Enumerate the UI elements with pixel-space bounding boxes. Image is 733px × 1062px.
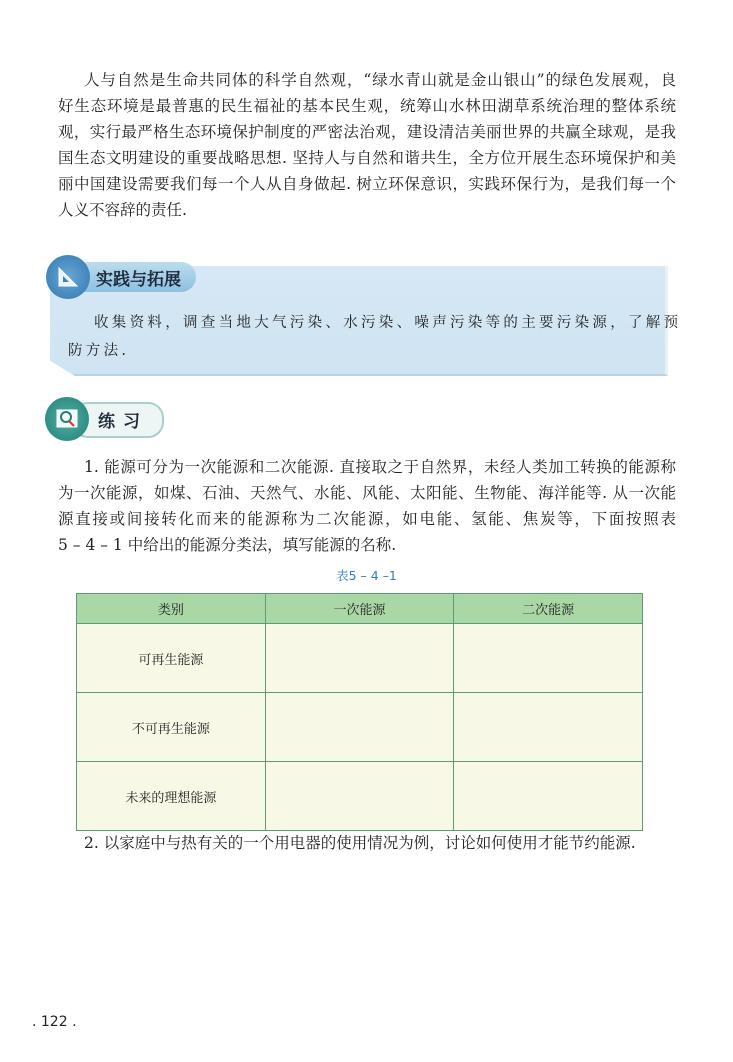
header-cell: 类别 bbox=[77, 594, 266, 624]
magnifier-question-icon bbox=[45, 397, 89, 441]
question-2: 2. 以家庭中与热有关的一个用电器的使用情况为例，讨论如何使用才能节约能源. bbox=[84, 834, 636, 852]
table-row bbox=[77, 624, 643, 693]
category-cell: 不可再生能源 bbox=[77, 693, 266, 762]
table-header-row bbox=[77, 594, 643, 624]
blank-cell bbox=[454, 762, 643, 831]
category-cell: 未来的理想能源 bbox=[77, 762, 266, 831]
practice-text: 收集资料，调查当地大气污染、水污染、噪声污染等的主要污染源，了解预 bbox=[94, 315, 682, 331]
question-1-line: 5 – 4 – 1 中给出的能源分类法，填写能源的名称. bbox=[58, 536, 397, 554]
question-1-line: 为一次能源，如煤、石油、天然气、水能、风能、太阳能、生物能、海洋能等. 从一次能 bbox=[58, 484, 676, 502]
practice-title: 实践与拓展 bbox=[96, 270, 181, 290]
intro-line: 人与自然是生命共同体的科学自然观，“绿水青山就是金山银山”的绿色发展观，良 bbox=[84, 71, 676, 89]
category-cell: 可再生能源 bbox=[77, 624, 266, 693]
header-cell: 二次能源 bbox=[454, 594, 643, 624]
blank-cell bbox=[265, 693, 454, 762]
intro-line: 丽中国建设需要我们每一个人从自身做起. 树立环保意识，实践环保行为，是我们每一个 bbox=[58, 175, 676, 193]
blank-cell bbox=[454, 693, 643, 762]
energy-table bbox=[76, 593, 643, 831]
table-row bbox=[77, 693, 643, 762]
header-cell: 一次能源 bbox=[265, 594, 454, 624]
table-row bbox=[77, 762, 643, 831]
question-1-line: 1. 能源可分为一次能源和二次能源. 直接取之于自然界，未经人类加工转换的能源称 bbox=[84, 458, 676, 476]
question-1-line: 源直接或间接转化而来的能源称为二次能源，如电能、氢能、焦炭等，下面按照表 bbox=[58, 510, 676, 528]
intro-line: 国生态文明建设的重要战略思想. 坚持人与自然和谐共生，全方位开展生态环境保护和美 bbox=[58, 149, 676, 167]
page-number: . 122 . bbox=[32, 1014, 77, 1030]
intro-line: 人义不容辞的责任. bbox=[58, 201, 187, 219]
blank-cell bbox=[454, 624, 643, 693]
intro-line: 观，实行最严格生态环境保护制度的严密法治观，建设清洁美丽世界的共赢全球观，是我 bbox=[58, 123, 676, 141]
table-caption: 表5 – 4 –1 bbox=[336, 568, 397, 583]
practice-text: 防方法. bbox=[68, 343, 130, 359]
intro-line: 好生态环境是最普惠的民生福祉的基本民生观，统筹山水林田湖草系统治理的整体系统 bbox=[58, 97, 676, 115]
ruler-triangle-icon bbox=[46, 255, 90, 299]
exercise-title: 练习 bbox=[98, 412, 148, 432]
blank-cell bbox=[265, 624, 454, 693]
blank-cell bbox=[265, 762, 454, 831]
